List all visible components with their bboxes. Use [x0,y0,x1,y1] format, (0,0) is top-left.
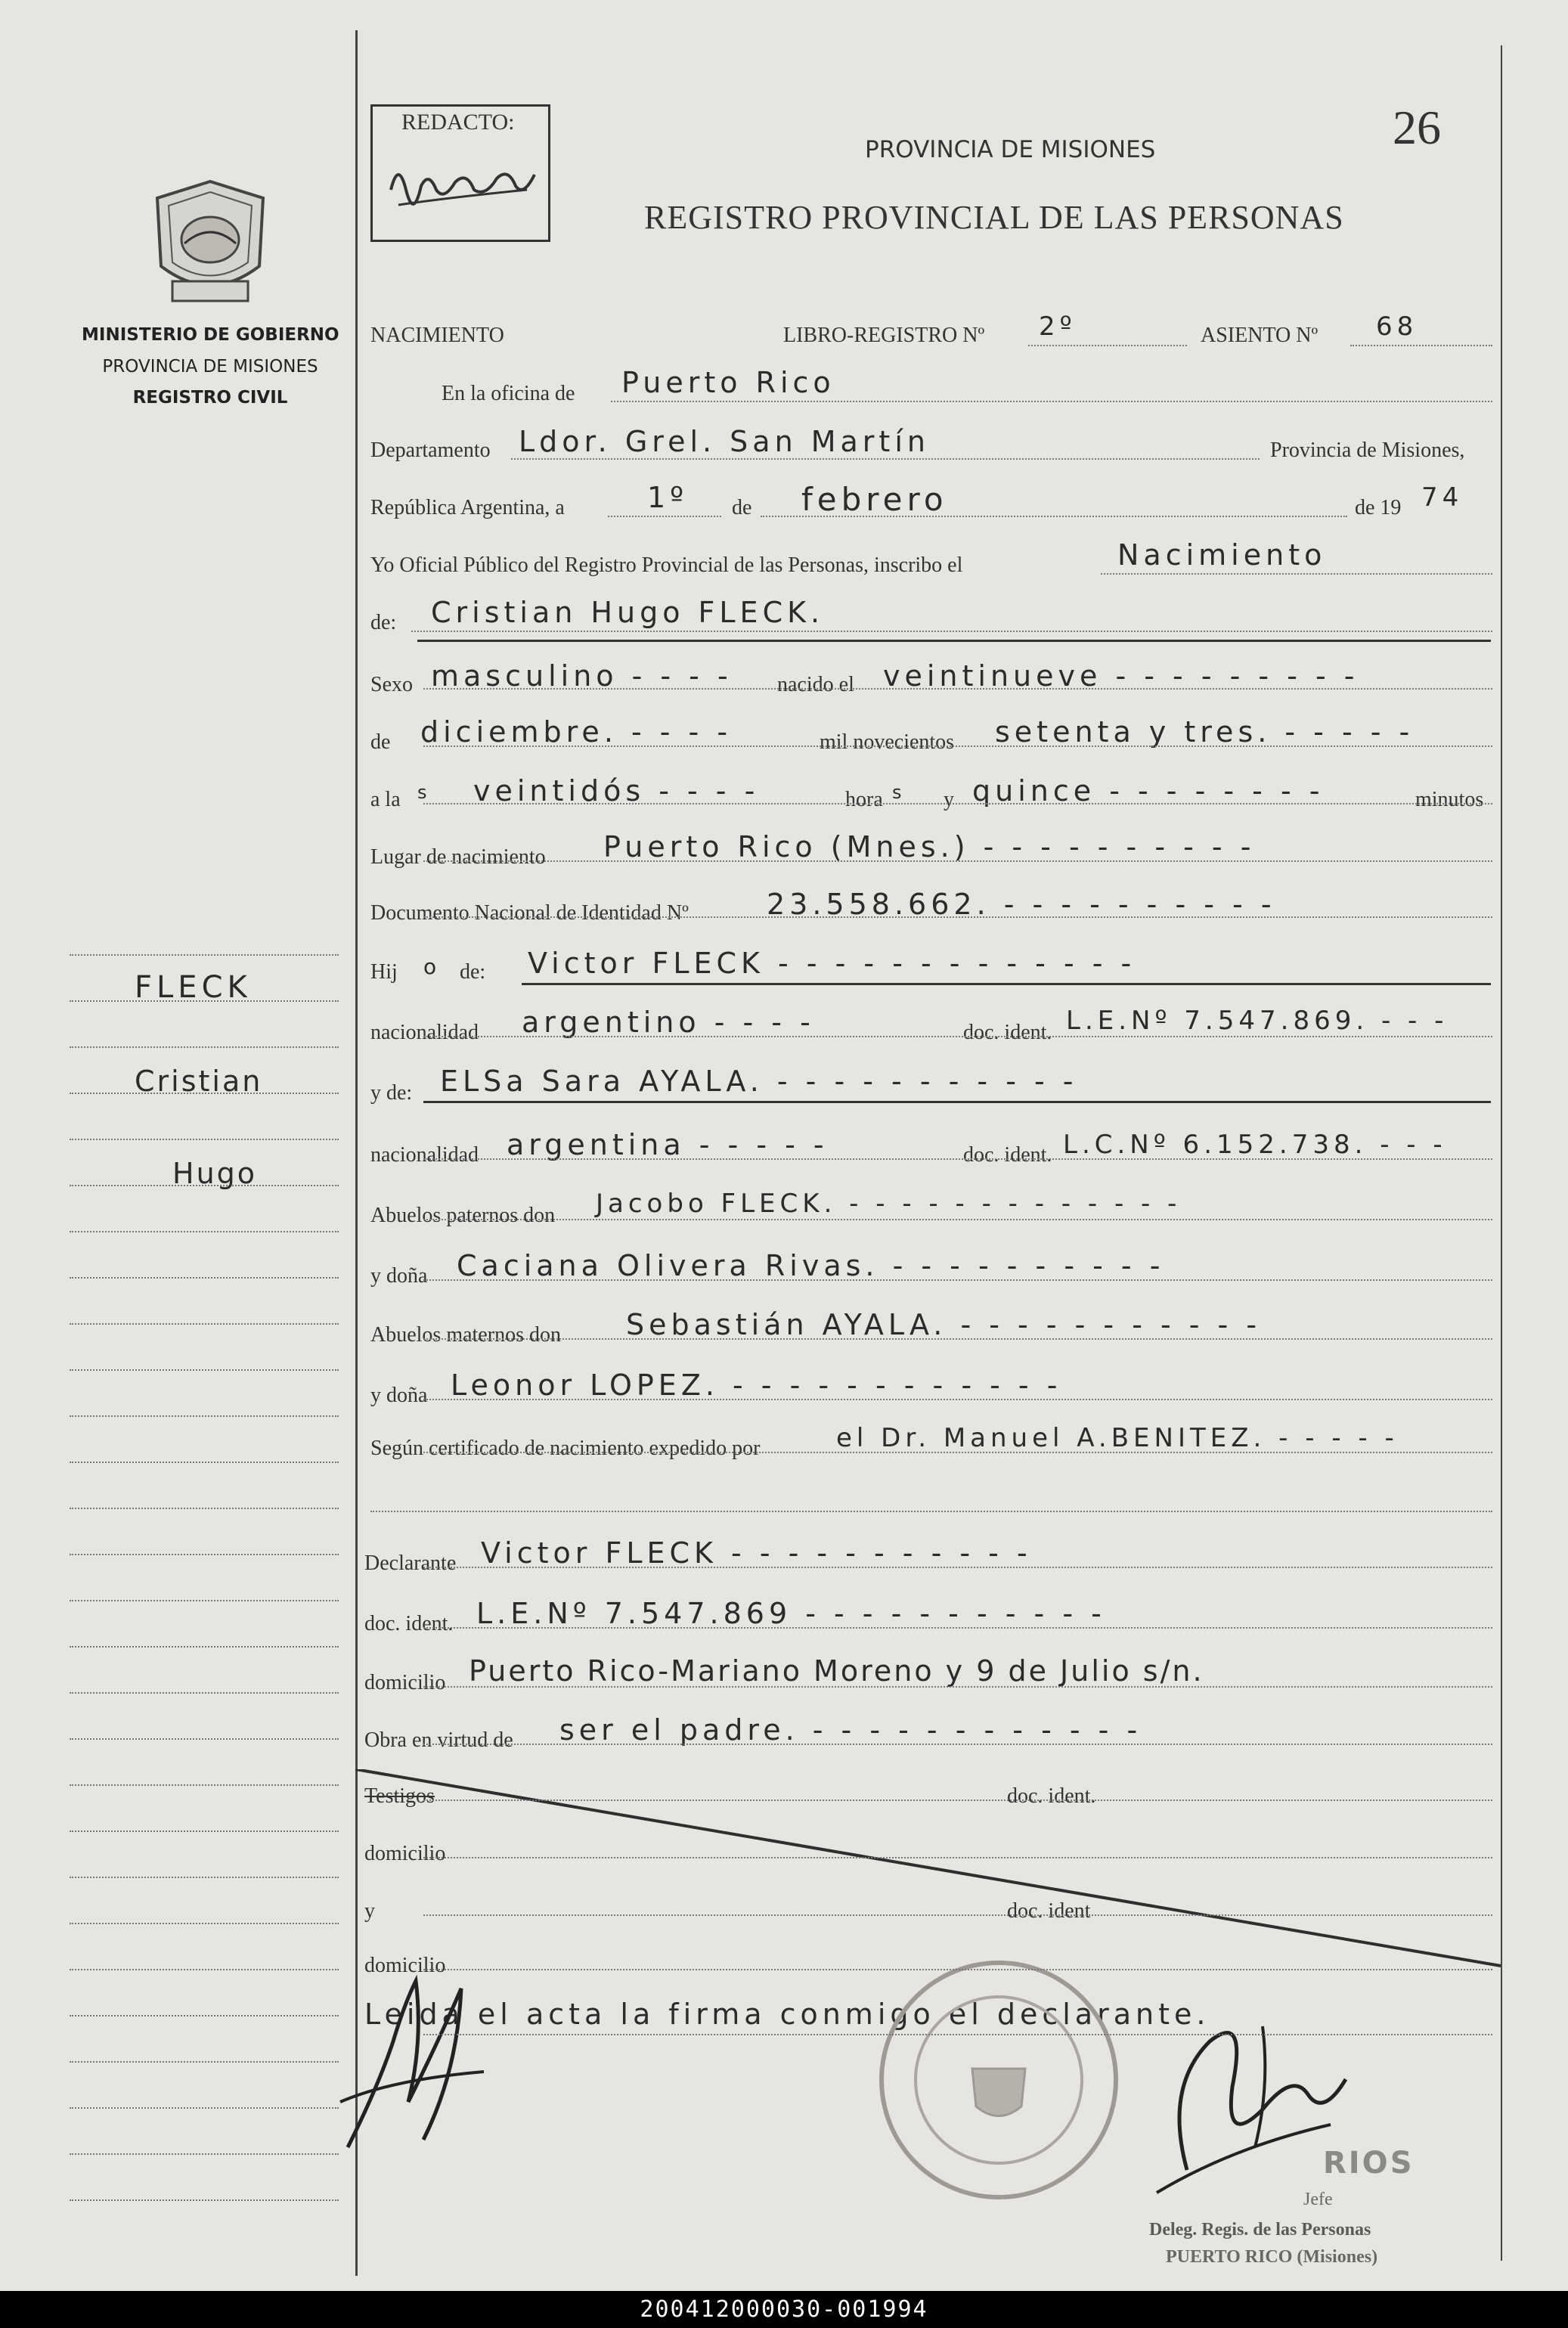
header-title: REGISTRO PROVINCIAL DE LAS PERSONAS [644,199,1344,236]
margin-line [70,1323,339,1325]
line-libro [1028,345,1187,346]
form-line [423,1567,1492,1568]
label-provincia: Provincia de Misiones, [1270,439,1465,462]
label-doc-ident4: doc. ident. [1007,1784,1096,1808]
form-line [423,1857,1492,1858]
redacto-box [370,104,550,242]
form-line [423,916,1492,918]
value-madre: ELSa Sara AYALA. - - - - - - - - - - - [440,1065,1078,1098]
label-de-colon: de: [370,611,397,634]
label-y-de: y de: [370,1081,413,1105]
value-departamento: Ldor. Grel. San Martín [519,425,930,458]
testigos-strike [355,1769,1504,1981]
margin-line [70,1969,339,1970]
margin-line [70,1646,339,1648]
stamp-role: Jefe [1303,2190,1333,2209]
margin-line [70,1554,339,1555]
redacto-signature [383,144,542,228]
value-padre: Victor FLECK - - - - - - - - - - - - - [528,947,1136,980]
form-line [423,803,1492,804]
label-asiento: ASIENTO Nº [1201,324,1319,347]
margin-line [70,1692,339,1694]
value-anio-nac: setenta y tres. - - - - - [995,715,1415,749]
value-nac-madre: argentina - - - - - [507,1128,829,1161]
line-segun-2 [370,1511,1492,1512]
form-line [423,1399,1492,1400]
margin-line [70,1139,339,1140]
margin-line [70,1923,339,1924]
value-obra: ser el padre. - - - - - - - - - - - - [559,1713,1142,1747]
value-minutos: quince - - - - - - - - [972,774,1325,808]
value-doc-declarante: L.E.Nº 7.547.869 - - - - - - - - - - - [476,1597,1106,1630]
form-line [423,746,1492,747]
margin-line [70,1046,339,1048]
label-yo-oficial: Yo Oficial Público del Registro Provincial de las Personas, inscribo el [370,553,963,577]
value-inscribo: Nacimiento [1117,538,1327,572]
value-hij-o: o [423,954,442,979]
value-sexo: masculino - - - - [431,659,733,693]
value-horas-s: s [417,782,432,803]
label-y2: y [364,1899,375,1923]
line-inscribo [1101,573,1492,575]
label-obra: Obra en virtud de [364,1728,513,1752]
line-mes [761,516,1347,517]
form-line [423,1969,1492,1970]
margin-line [70,954,339,956]
label-y: y [944,788,954,811]
form-line [423,1279,1492,1281]
form-line [423,1686,1492,1688]
value-lugar: Puerto Rico (Mnes.) - - - - - - - - - - [603,830,1256,863]
label-nacimiento: NACIMIENTO [370,324,504,347]
value-dia: 1º [647,481,689,514]
line-nombre [411,631,1492,632]
official-signature [333,1951,499,2170]
stamp-place: PUERTO RICO (Misiones) [1166,2247,1378,2267]
value-abuelo-pat: Jacobo FLECK. - - - - - - - - - - - - - [596,1189,1182,1219]
label-a-la: a la [370,788,401,811]
label-de19: de 19 [1355,496,1402,519]
form-line [423,1452,1492,1453]
header-province: PROVINCIA DE MISIONES [865,136,1156,163]
value-dni: 23.558.662. - - - - - - - - - - [767,888,1276,921]
value-domicilio: Puerto Rico-Mariano Moreno y 9 de Julio s/n. [469,1654,1204,1688]
value-horas-s2: s [892,782,906,803]
label-testigos: Testigos [364,1784,435,1808]
label-y-dona2: y doña [370,1384,428,1407]
footer-id: 200412000030-001994 [640,2296,928,2323]
margin-line [70,1830,339,1832]
value-horas: veintidós - - - - [473,774,760,808]
form-line [423,1914,1492,1916]
label-dni: Documento Nacional de Identidad Nº [370,901,689,925]
margin-line [70,1415,339,1417]
label-mil: mil novecientos [820,730,955,754]
sidebar-province: PROVINCIA DE MISIONES [102,357,318,377]
form-line [423,1036,1492,1037]
line-departamento [511,458,1260,460]
label-abuelos-mat: Abuelos maternos don [370,1323,561,1347]
label-oficina: En la oficina de [442,382,575,405]
value-certificado: el Dr. Manuel A.BENITEZ. - - - - - [836,1423,1399,1453]
value-leida: Leida el acta la firma conmigo el declarante. [364,1998,1210,2031]
margin-line [70,2199,339,2201]
stamp-office: Deleg. Regis. de las Personas [1149,2220,1371,2240]
form-line [423,860,1492,862]
form-line [423,2034,1492,2035]
redacto-label: REDACTO: [401,110,515,135]
label-de-colon2: de: [460,960,486,984]
value-abuelo-mat: Sebastián AYALA. - - - - - - - - - - - [626,1308,1262,1341]
margin-line [70,1600,339,1601]
rule-madre [423,1101,1491,1103]
value-mes: febrero [801,481,948,518]
label-hij: Hij [370,960,398,984]
value-doc-padre: L.E.Nº 7.547.869. - - - [1066,1006,1449,1036]
registry-seal-stamp [874,1955,1123,2205]
label-horas: hora [845,788,883,811]
margin-line [70,2061,339,2063]
label-doc-ident2: doc. ident. [963,1143,1052,1167]
sidebar-registry: REGISTRO CIVIL [132,388,288,408]
label-de: de [732,496,752,519]
coat-of-arms-seal [150,175,271,312]
value-dia-nac: veintinueve - - - - - - - - - [883,659,1359,693]
form-line [423,1338,1492,1340]
label-abuelos-pat: Abuelos paternos don [370,1204,556,1227]
value-abuela-pat: Caciana Olivera Rivas. - - - - - - - - - - [457,1249,1165,1282]
margin-line [70,2153,339,2155]
margin-line [70,1231,339,1232]
label-sexo: Sexo [370,673,413,696]
rule-name [417,640,1491,642]
label-lugar: Lugar de nacimiento [370,845,546,869]
footer-bar [0,2291,1568,2328]
margin-line [70,2015,339,2016]
page-number: 26 [1393,101,1441,154]
stamp-official-name: RIOS [1323,2146,1415,2181]
label-de2: de [370,730,391,754]
margin-line [70,1738,339,1740]
form-line [423,1158,1492,1160]
label-doc-ident3: doc. ident. [364,1612,454,1635]
margin-surname: FLECK [135,970,252,1005]
label-domicilio: domicilio [364,1671,446,1694]
line-dia [608,516,721,517]
margin-line [70,2107,339,2109]
value-libro: 2º [1039,312,1077,342]
margin-line [70,1784,339,1786]
margin-line [70,1277,339,1279]
value-oficina: Puerto Rico [621,366,835,399]
label-y-dona1: y doña [370,1264,428,1288]
form-line [423,1627,1492,1629]
value-nac-padre: argentino - - - - [522,1006,815,1039]
label-nacionalidad2: nacionalidad [370,1143,479,1167]
margin-first-name: Cristian [135,1065,263,1098]
margin-line [70,1508,339,1509]
sidebar-ministry: MINISTERIO DE GOBIERNO [82,325,339,345]
margin-line [70,1877,339,1878]
line-asiento [1350,345,1492,346]
form-line [423,688,1492,690]
label-segun: Según certificado de nacimiento expedido por [370,1437,761,1460]
value-nombre: Cristian Hugo FLECK. [431,596,825,629]
label-departamento: Departamento [370,439,491,462]
form-line [423,1744,1492,1745]
rule-padre [522,983,1491,985]
value-anio: 74 [1421,482,1464,513]
line-oficina [611,401,1492,402]
label-libro: LIBRO-REGISTRO Nº [783,324,985,347]
label-domicilio2: domicilio [364,1842,446,1865]
label-doc-ident5: doc. ident [1007,1899,1091,1923]
margin-middle-name: Hugo [172,1157,258,1190]
form-line [423,1219,1492,1220]
value-asiento: 68 [1376,312,1418,342]
form-line [423,1799,1492,1801]
label-doc-ident1: doc. ident. [963,1021,1052,1044]
label-republica: República Argentina, a [370,496,565,519]
label-nacionalidad1: nacionalidad [370,1021,479,1044]
margin-line [70,1369,339,1371]
value-doc-madre: L.C.Nº 6.152.738. - - - [1063,1130,1447,1160]
value-declarante: Victor FLECK - - - - - - - - - - - [481,1536,1032,1570]
value-abuela-mat: Leonor LOPEZ. - - - - - - - - - - - - [451,1369,1062,1402]
label-minutos: minutos [1415,788,1484,811]
label-domicilio3: domicilio [364,1954,446,1977]
label-declarante: Declarante [364,1551,457,1575]
value-mes-nac: diciembre. - - - - [420,715,733,749]
label-nacido: nacido el [777,673,854,696]
margin-line [70,1462,339,1463]
